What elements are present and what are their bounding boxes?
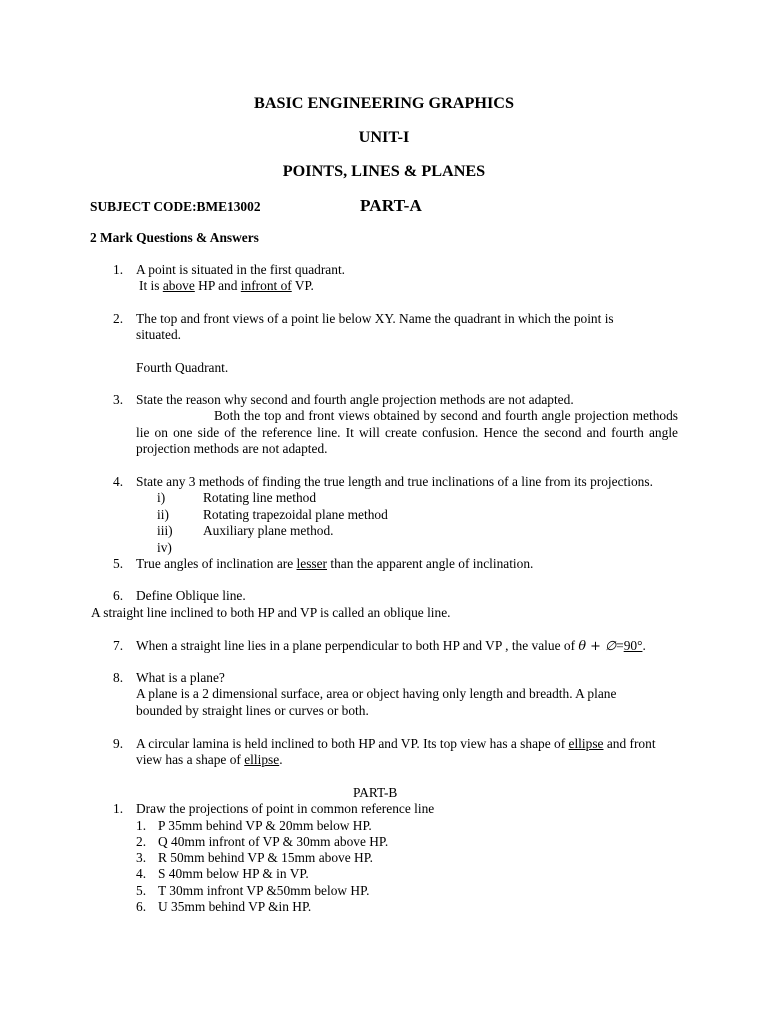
question-number: 8. [113, 670, 124, 685]
part-b-heading: PART-B [353, 785, 398, 800]
question-text: Define Oblique line. [136, 588, 246, 603]
underlined-term: infront of [240, 278, 292, 293]
question-text: A point is situated in the first quadrant. [136, 262, 346, 277]
question-number: 7. [113, 638, 124, 653]
question-text-segment: True angles of inclination are [136, 556, 297, 571]
list-item-marker: i) [157, 490, 166, 505]
question-text: The top and front views of a point lie below XY. Name the quadrant in which the point is [136, 311, 614, 326]
question-number: 6. [113, 588, 124, 603]
list-item-text: T 30mm infront VP &50mm below HP. [158, 883, 370, 898]
question-text-segment: A circular lamina is held inclined to both HP and VP. Its top view has a shape of [136, 736, 569, 751]
question-text-segment: view has a shape of [136, 752, 245, 767]
underlined-term: ellipse [568, 736, 604, 751]
question-text: State the reason why second and fourth angle projection methods are not adapted. [136, 392, 574, 407]
question-text-segment: When a straight line lies in a plane perpendicular to both HP and VP , the value of [136, 638, 579, 653]
question-text: What is a plane? [136, 670, 225, 685]
underlined-term: ellipse [244, 752, 280, 767]
list-item-marker: 6. [136, 899, 147, 914]
list-item-text: U 35mm behind VP &in HP. [158, 899, 312, 914]
question-number: 3. [113, 392, 124, 407]
question-text [136, 736, 656, 753]
answer-text: bounded by straight lines or curves or both. [136, 703, 369, 718]
list-item-text: R 50mm behind VP & 15mm above HP. [158, 850, 374, 865]
answer-paragraph: Both the top and front views obtained by second and fourth angle projection methods lie on one side of the reference line. It will create confusion. Hence the second and fourth angle projection methods are not adapted. [136, 408, 678, 456]
question-number: 2. [113, 311, 124, 326]
unit-heading: UNIT-I [358, 128, 410, 146]
question-number: 5. [113, 556, 124, 571]
question-number: 4. [113, 474, 124, 489]
list-item-marker: iv) [157, 540, 172, 555]
list-item-marker: iii) [157, 523, 173, 538]
topic-heading: POINTS, LINES & PLANES [282, 162, 486, 180]
question-number: 9. [113, 736, 124, 751]
underlined-term: above [162, 278, 195, 293]
question-text-segment: than the apparent angle of inclination. [327, 556, 534, 571]
equals-sign: = [616, 638, 624, 653]
answer-text-segment: VP. [291, 278, 314, 293]
question-number: 1. [113, 262, 124, 277]
subject-code: SUBJECT CODE:BME13002 [90, 199, 261, 214]
question-text: situated. [136, 327, 181, 342]
underlined-term: lesser [296, 556, 328, 571]
answer-text: A plane is a 2 dimensional surface, area or object having only length and breadth. A plane [136, 686, 617, 701]
question-text-segment: . [642, 638, 646, 653]
answer-text [139, 278, 314, 295]
question-text-segment: and front [603, 736, 656, 751]
list-item-marker: 2. [136, 834, 147, 849]
document-title: BASIC ENGINEERING GRAPHICS [254, 94, 514, 112]
list-item-marker: 4. [136, 866, 147, 881]
list-item-text: S 40mm below HP & in VP. [158, 866, 309, 881]
list-item-marker: 1. [136, 818, 147, 833]
question-number: 1. [113, 801, 124, 816]
list-item-marker: 3. [136, 850, 147, 865]
part-a-heading: PART-A [360, 196, 422, 215]
list-item-text: Q 40mm infront of VP & 30mm above HP. [158, 834, 389, 849]
question-text [136, 638, 646, 656]
answer-text-segment: HP and [194, 278, 241, 293]
answer-text-segment: It is [139, 278, 163, 293]
answer-text: Fourth Quadrant. [136, 360, 229, 375]
list-item-text: Auxiliary plane method. [203, 523, 334, 538]
answer-text: A straight line inclined to both HP and VP is called an oblique line. [91, 605, 451, 620]
list-item-text: Rotating trapezoidal plane method [203, 507, 388, 522]
math-expression: θ + ∅ [578, 639, 617, 654]
section-heading: 2 Mark Questions & Answers [90, 230, 259, 245]
question-text: State any 3 methods of finding the true length and true inclinations of a line from its projections. [136, 474, 653, 489]
question-text [136, 752, 283, 769]
question-text [136, 556, 533, 573]
question-text: Draw the projections of point in common reference line [136, 801, 435, 816]
question-text-segment: . [279, 752, 283, 767]
list-item-marker: ii) [157, 507, 169, 522]
underlined-term: 90° [623, 638, 643, 653]
list-item-text: P 35mm behind VP & 20mm below HP. [158, 818, 372, 833]
list-item-text: Rotating line method [203, 490, 317, 505]
list-item-marker: 5. [136, 883, 147, 898]
